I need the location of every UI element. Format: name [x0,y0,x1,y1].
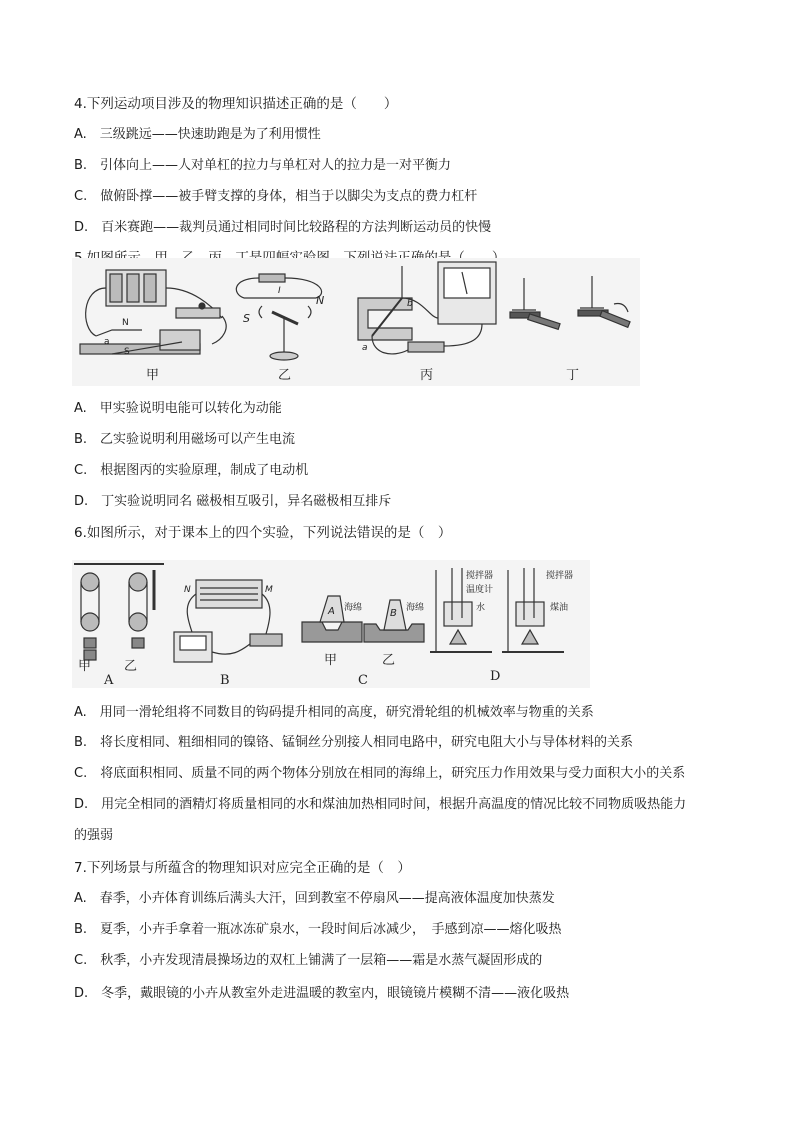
question-4-option-a: A. 三级跳远——快速助跑是为了利用惯性 [74,127,321,142]
label-d-stirrer-1: 搅拌器 [466,571,494,581]
caption-c-yi: 乙 [382,653,396,668]
label-jia-s: S [124,347,130,357]
question-6-stem: 6.如图所示，对于课本上的四个实验，下列说法错误的是（ ） [74,525,452,541]
panel-letter-c: C [358,673,368,688]
caption-a-jia: 甲 [78,659,92,674]
label-yi-n: N [316,294,325,307]
label-jia-a: a [104,337,110,347]
panel-letter-b: B [220,673,230,688]
label-c-sponge-2: 海绵 [406,603,425,613]
question-5-option-b: B. 乙实验说明利用磁场可以产生电流 [74,432,296,447]
label-jia-n: N [122,318,129,328]
caption-c-jia: 甲 [324,653,338,668]
label-b-n: N [184,585,191,595]
question-7-option-a: A. 春季，小卉体育训练后满头大汗，回到教室不停扇风——提高液体温度加快蒸发 [74,891,555,906]
figure-d-heating [430,568,564,652]
label-yi-s: S [243,312,250,325]
figure-jia-apparatus [80,270,226,354]
panel-letter-a: A [104,673,114,688]
question-5-option-d: D. 丁实验说明同名 磁极相互吸引，异名磁极相互排斥 [74,494,392,509]
question-7-option-d: D. 冬季，戴眼镜的小卉从教室外走进温暖的教室内，眼镜镜片模糊不清——液化吸热 [74,986,570,1001]
caption-jia: 甲 [146,368,160,383]
caption-yi: 乙 [278,368,292,383]
panel-letter-d: D [490,669,501,684]
question-6-option-a: A. 用同一滑轮组将不同数目的钩码提升相同的高度，研究滑轮组的机械效率与物重的关系 [74,705,594,720]
question-6-option-b: B. 将长度相同、粗细相同的镍铬、锰铜丝分别接人相同电路中，研究电阻大小与导体材料的关系 [74,735,634,750]
caption-ding: 丁 [566,368,580,383]
label-d-kerosene: 煤油 [550,603,569,613]
question-5-option-c: C. 根据图丙的实验原理，制成了电动机 [74,463,309,478]
label-bing-b: b [407,299,413,309]
caption-bing: 丙 [420,368,434,383]
label-yi-current: I [278,286,281,296]
label-d-thermometer: 温度计 [466,585,494,595]
question-4-stem: 4.下列运动项目涉及的物理知识描述正确的是（ ） [74,96,398,112]
question-7-option-c: C. 秋季，小卉发现清晨操场边的双杠上铺满了一层箱——霜是水蒸气凝固形成的 [74,953,543,968]
question-4-option-d: D. 百米赛跑——裁判员通过相同时间比较路程的方法判断运动员的快慢 [74,220,492,235]
question-4-option-c: C. 做俯卧撑——被手臂支撑的身体，相当于以脚尖为支点的费力杠杆 [74,189,478,204]
figure-bing-apparatus [358,262,496,354]
caption-a-yi: 乙 [124,659,138,674]
label-c-b: B [390,608,397,619]
label-b-m: M [265,585,273,595]
question-6-option-d: D. 用完全相同的酒精灯将质量相同的水和煤油加热相同时间，根据升高温度的情况比较不同物质吸热能力 [74,797,687,812]
question-5-figure [72,258,640,386]
label-d-water: 水 [476,603,486,613]
question-5-option-a: A. 甲实验说明电能可以转化为动能 [74,401,282,416]
label-c-sponge-1: 海绵 [344,603,363,613]
question-4-option-b: B. 引体向上——人对单杠的拉力与单杠对人的拉力是一对平衡力 [74,158,452,173]
question-7-option-b: B. 夏季，小卉手拿着一瓶冰冻矿泉水，一段时间后冰减少， 手感到凉——熔化吸热 [74,922,562,937]
question-6-option-d-continued: 的强弱 [74,828,114,843]
label-bing-a: a [362,343,368,353]
question-6-option-c: C. 将底面积相同、质量不同的两个物体分别放在相同的海绵上，研究压力作用效果与受力面积大小的关系 [74,766,686,781]
question-7-stem: 7.下列场景与所蕴含的物理知识对应完全正确的是（ ） [74,860,411,876]
figure-ding-apparatus [510,276,630,329]
label-d-stirrer-2: 搅拌器 [546,571,574,581]
question-6-figure [72,560,590,688]
figure-a-pulleys [74,564,164,660]
label-c-a: A [328,606,335,617]
